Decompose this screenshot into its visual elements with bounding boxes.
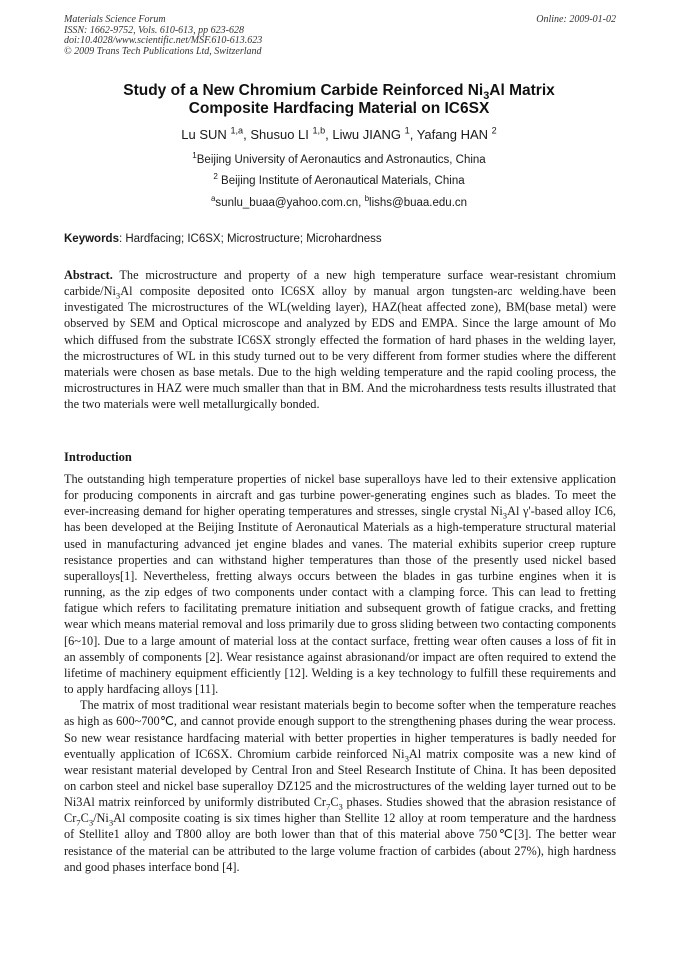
section-heading-introduction: Introduction — [64, 450, 132, 464]
journal-name: Materials Science Forum — [64, 14, 166, 25]
subscript: 3 — [108, 817, 114, 828]
author-affiliation-mark: 1,b — [312, 125, 326, 136]
subscript: 3 — [115, 290, 121, 301]
issn-line: ISSN: 1662-9752, Vols. 610-613, pp 623-628 — [64, 24, 244, 36]
subscript: 3 — [338, 801, 343, 812]
affiliation-mark: 2 — [213, 172, 218, 182]
email-a: sunlu_buaa@yahoo.com.cn, — [215, 197, 365, 209]
paragraph-text: C — [330, 795, 339, 810]
affiliation-mark: 1 — [192, 151, 197, 161]
paragraph-text: Al matrix composite was a new kind of wear resistant material developed by Central Iron and Steel Research Institute of China. It has been deposited on carbon steel and nickel base superalloy DZ125 and the microstructures of the welding layer turned out to be Ni3Al matrix reinforced by uniformly distributed Cr — [64, 746, 616, 810]
abstract-label: Abstract. — [64, 268, 113, 282]
paragraph-text: /Ni — [93, 811, 109, 826]
author-name: Yafang HAN — [416, 127, 489, 142]
paragraph — [64, 471, 616, 697]
paragraph-text: The matrix of most traditional wear resistant materials begin to become softer when the temperature reaches as high as 600~700℃, and cannot provide enough support to the strengthening phases during the wear process. So new wear resistance hardfacing material with better properties in higher temperatures is badly needed for eventually application of IC6SX. Chromium carbide reinforced Ni — [64, 698, 616, 761]
subscript: 7 — [76, 817, 81, 828]
affiliation-1 — [64, 153, 614, 167]
affiliation-text: Beijing Institute of Aeronautical Materials, China — [217, 175, 465, 187]
journal-header — [64, 15, 616, 57]
title-line-2: Composite Hardfacing Material on IC6SX — [188, 100, 490, 117]
paragraph — [64, 697, 616, 875]
abstract — [64, 267, 616, 412]
paragraph-text: Al composite coating is six times higher than Stellite 12 alloy at room temperature and the hardness of Stellite1 alloy and T800 alloy are both lower than that of this material above 750℃[3]. The better wear resistance of the material can be attributed to the large volume fraction of carbides (about 27%), high hardness and good phases interface bond [4]. — [64, 811, 616, 874]
author-affiliation-mark: 1 — [404, 125, 410, 136]
keywords — [64, 232, 616, 246]
subscript: 3 — [502, 510, 508, 521]
subscript: 7 — [326, 801, 331, 812]
abstract-text: The microstructure and property of a new high temperature surface wear-resistant chromium carbide/Ni — [64, 268, 616, 299]
affiliation-text: Beijing University of Aeronautics and Astronautics, China — [196, 154, 486, 166]
author-emails — [64, 196, 614, 210]
author-affiliation-mark: 2 — [491, 125, 497, 136]
subscript: 3 — [404, 753, 409, 764]
paragraph-text: C — [80, 811, 89, 826]
author-name: Lu SUN — [181, 127, 227, 142]
abstract-text: Al composite deposited onto IC6SX alloy by manual argon tungsten-arc welding.have been investigated The microstructures of the WL(welding layer), HAZ(heat affected zone), BM(base metal) were observed by SEM and Optical microscope and analyzed by EDS and EMPA. Since the large amount of Mo which diffused from the substrate IC6SX strongly effected the formation of hard phases in the welding layer, the microstructures of WL in this study turned out to be very different from former studies where the different materials were chosen as base metals. Due to the high welding temperature and the rapid cooling process, the microstructures in HAZ were much smaller than that in BM. And the microhardness tests results illustrated that the two materials were well metallurgically bonded. — [64, 284, 616, 412]
paragraph-text: Al γ'-based alloy IC6, has been developed at the Beijing Institute of Aeronautical Materials as a high-temperature structural material used in manufacturing advanced jet engine blades and vanes. The material exhibits superior creep rupture resistance properties and can withstand higher temperatures than those of the presently used nickel based superalloys[1]. Nevertheless, fretting always occurs between the blades in gas turbine engines when it is running, as the zip edges of two components under contact with a clamping force. This can lead to fretting fatigue which refers to facilitating premature initiation and subsequent growth of fatigue cracks, and fretting wear which means material removal and loss primarily due to gross sliding between two contacting components [6~10]. Due to a large amount of material loss at the contact surface, fretting wear often causes a loss of fit in an assembly of components [2]. Wear resistance against abrasionand/or impact are often required to extend the lifetime of machinery equipment efficiently [12]. Welding is a key technology to fulfill these requirements and to apply hardfacing alloys [11]. — [64, 504, 616, 697]
keywords-label: Keywords — [64, 233, 119, 245]
email-b: lishs@buaa.edu.cn — [369, 197, 468, 209]
paragraph-text: The outstanding high temperature properties of nickel base superalloys have led to their extensive application for producing components in aircraft and gas turbine power-generating engines such as blades. To meet the ever-increasing demand for higher operating temperatures and stresses, single crystal Ni — [64, 472, 616, 519]
author-name: Shusuo LI — [250, 127, 309, 142]
title-line-1 — [64, 82, 614, 103]
author-name: Liwu JIANG — [332, 127, 402, 142]
title-subscript: 3 — [483, 90, 490, 103]
paper-title — [64, 82, 614, 118]
email-mark: a — [210, 194, 216, 204]
online-date: Online: 2009-01-02 — [536, 14, 616, 25]
subscript: 3 — [88, 817, 94, 828]
introduction-body — [64, 471, 616, 875]
keywords-text: : Hardfacing; IC6SX; Microstructure; Microhardness — [118, 233, 382, 245]
author-list: Lu SUN $^{1,a}$, Shusuo LI $^{1,b}$, Liwu JIANG $^1$, Yafang HAN $^2$ — [181, 125, 497, 142]
copyright-line: © 2009 Trans Tech Publications Ltd, Switzerland — [64, 45, 262, 57]
title-text: Study of a New Chromium Carbide Reinforced Ni — [123, 82, 484, 99]
email-mark: b — [364, 194, 370, 204]
doi-line: doi:10.4028/www.scientific.net/MSF.610-613.623 — [64, 35, 263, 46]
author-affiliation-mark: 1,a — [230, 125, 244, 136]
title-text: Al Matrix — [489, 82, 555, 99]
affiliation-2 — [64, 174, 614, 188]
paragraph-text: phases. Studies showed that the abrasion resistance of Cr — [64, 795, 616, 826]
